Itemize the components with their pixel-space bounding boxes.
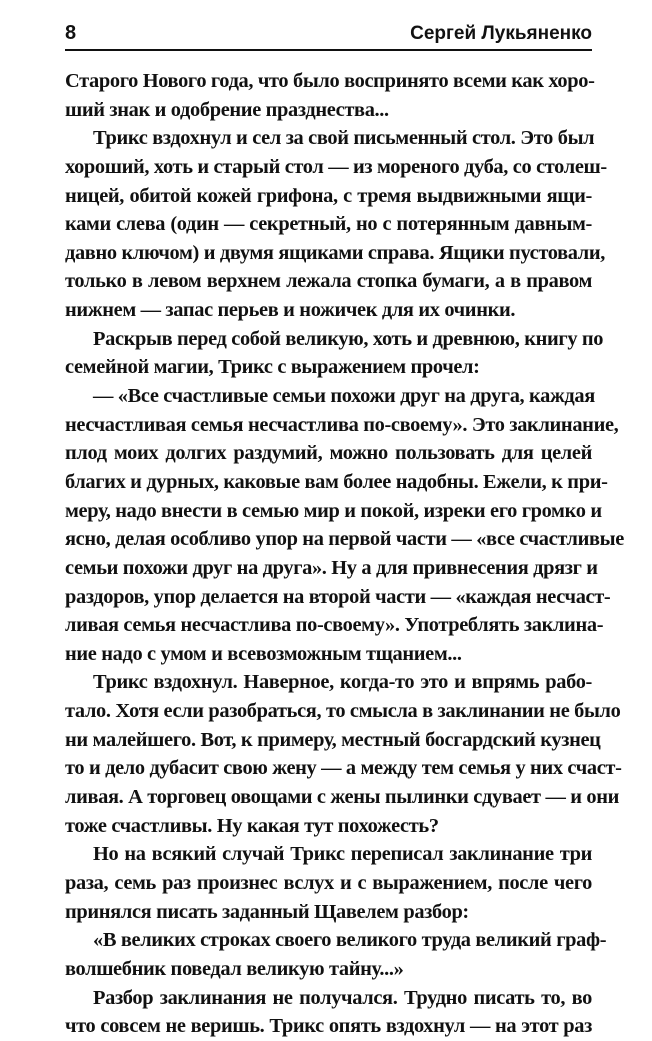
text-line: ший знак и одобрение празднества...	[65, 98, 389, 121]
text-line: несчастливая семья несчастлива по-своему». Это заклинание,	[65, 413, 619, 436]
text-line: ни малейшего. Вот, к примеру, местный босгардский кузнец	[65, 728, 601, 751]
text-line: благих и дурных, каковые вам более надобны. Ежели, к при-	[65, 470, 608, 493]
text-line: раздоров, упор делается на второй части — «каждая несчаст-	[65, 585, 611, 608]
text-line: принялся писать заданный Щавелем разбор:	[65, 900, 469, 923]
text-line: только в левом верхнем лежала стопка бумаги, а в правом	[65, 270, 592, 293]
text-line: раза, семь раз произнес вслух и с выражением, после чего	[65, 871, 592, 894]
text-line: — «Все счастливые семьи похожи друг на друга, каждая	[93, 385, 595, 408]
text-line: ливая семья несчастлива по-своему». Употреблять заклина-	[65, 614, 604, 637]
text-line: ливая. А торговец овощами с жены пылинки сдувает — и они	[65, 786, 620, 809]
text-line: хороший, хоть и старый стол — из мореного дуба, со столеш-	[65, 155, 607, 178]
text-line: «В великих строках своего великого труда великий граф-	[93, 929, 607, 952]
text-line: семьи похожи друг на друга». Ну а для привнесения дрязг и	[65, 556, 598, 579]
page-number: 8	[65, 22, 77, 44]
text-line: что совсем не веришь. Трикс опять вздохнул — на этот раз	[65, 1015, 592, 1038]
text-line: ками слева (один — секретный, но с потерянным давным-	[65, 213, 592, 236]
text-line: давно ключом) и двумя ящиками справа. Ящики пустовали,	[65, 241, 606, 264]
text-line: ние надо с умом и всевозможным тщанием...	[65, 642, 462, 665]
text-line: то и дело дубасит свою жену — а между тем семья у них счаст-	[65, 757, 622, 780]
text-line: ясно, делая особливо упор на первой части — «все счастливые	[65, 528, 624, 551]
page-header	[65, 22, 592, 51]
text-line: Старого Нового года, что было воспринято всеми как хоро-	[65, 70, 595, 92]
text-line: меру, надо внести в семью мир и покой, изреки его громко и	[65, 499, 602, 522]
text-line: тоже счастливы. Ну какая тут похожесть?	[65, 814, 439, 837]
text-line: плод моих долгих раздумий, можно пользовать для целей	[65, 442, 592, 465]
text-line: Разбор заклинания не получался. Трудно писать то, во	[93, 986, 592, 1009]
text-line: Но на всякий случай Трикс переписал заклинание три	[93, 843, 592, 866]
body-text	[65, 67, 624, 1041]
text-line: Трикс вздохнул и сел за свой письменный стол. Это был	[93, 127, 595, 150]
text-line: Трикс вздохнул. Наверное, когда-то это и впрямь рабо-	[93, 671, 592, 694]
text-line: Раскрыв перед собой великую, хоть и древнюю, книгу по	[93, 327, 604, 350]
text-line: ницей, обитой кожей грифона, с тремя выдвижными ящи-	[65, 184, 592, 207]
text-line: нижнем — запас перьев и ножичек для их очинки.	[65, 299, 516, 322]
text-line: тало. Хотя если разобраться, то смысла в заклинании не было	[65, 700, 621, 723]
text-line: семейной магии, Трикс с выражением прочел:	[65, 356, 480, 379]
running-title-author: Сергей Лукьяненко	[410, 23, 592, 44]
text-line: волшебник поведал великую тайну...»	[65, 957, 404, 980]
